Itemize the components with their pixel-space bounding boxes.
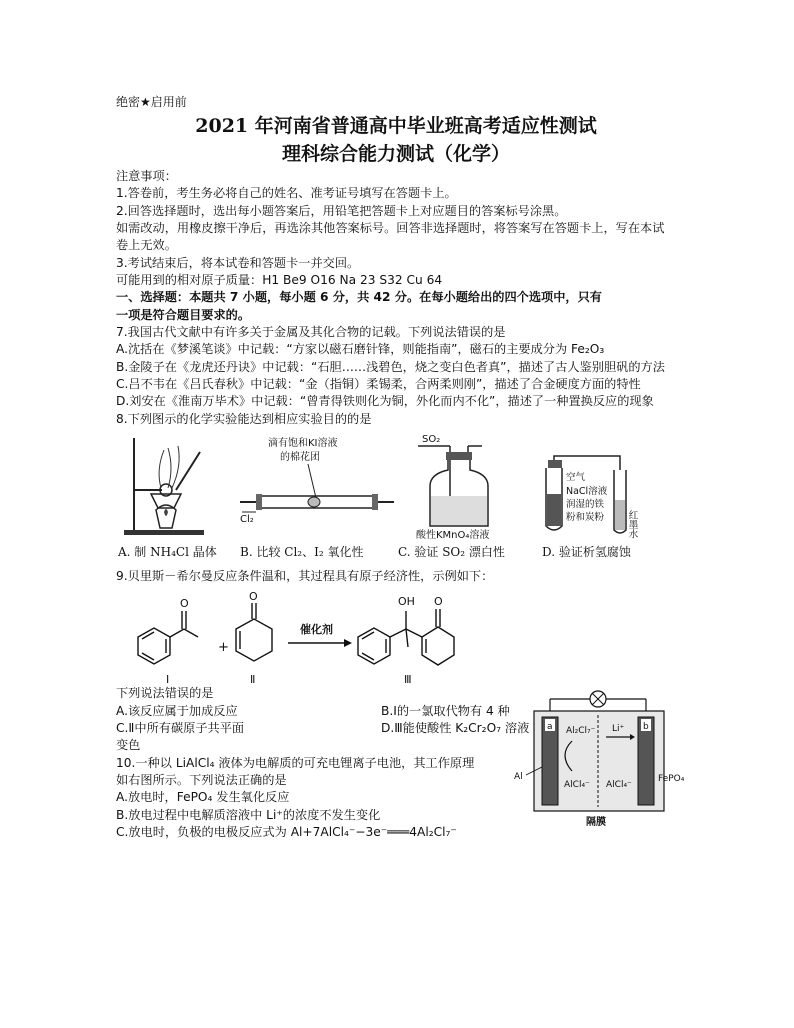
- q10-option-a: A.放电时，FePO₄ 发生氧化反应: [116, 790, 290, 805]
- q9-reaction-scheme: [116, 589, 676, 685]
- compound-i-label: Ⅰ: [166, 673, 170, 686]
- figure-a: [116, 430, 226, 542]
- reaction-diagram: [116, 589, 676, 685]
- question-9: [116, 568, 676, 685]
- question-10: [116, 755, 511, 842]
- exam-page: [116, 94, 684, 841]
- membrane-label: 隔膜: [586, 817, 606, 829]
- q10-option-c: C.放电时，负极的电极反应式为 Al+7AlCl₄⁻−3e⁻═══4Al₂Cl₇⁻: [116, 825, 457, 839]
- compound-i-oxygen: O: [180, 597, 189, 611]
- q7-stem: 7.我国古代文献中有许多关于金属及其化合物的记载。下列说法错误的是: [116, 325, 506, 340]
- notes-heading: 注意事项：: [116, 169, 177, 184]
- q10-option-b: B.放电过程中电解质溶液中 Li⁺的浓度不发生变化: [116, 807, 381, 822]
- ion-alcl4-right: AlCl₄⁻: [606, 780, 632, 791]
- label-nacl: NaCl溶液: [566, 486, 608, 498]
- compound-iii-hydroxyl: OH: [398, 595, 415, 609]
- q8-stem: 8.下列图示的化学实验能达到相应实验目的的是: [116, 411, 372, 426]
- compound-iii-oxygen: O: [434, 595, 443, 609]
- ion-al2cl7: Al₂Cl₇⁻: [566, 726, 596, 737]
- figure-c-caption: C. 验证 SO₂ 漂白性: [398, 545, 505, 560]
- section-heading-2: 一项是符合题目要求的。: [116, 307, 251, 322]
- electrode-a-label: a: [547, 722, 553, 733]
- q9-stem: 9.贝里斯－希尔曼反应条件温和，其过程具有原子经济性，示例如下：: [116, 569, 494, 584]
- q9-option-a: A.该反应属于加成反应: [116, 703, 238, 718]
- plus-sign: +: [218, 640, 229, 656]
- q7-option-c: C.吕不韦在《吕氏春秋》中记载：“金（指铜）柔锡柔，合两柔则刚”，描述了合金硬度方面的特性: [116, 377, 641, 392]
- catalyst-label: 催化剂: [300, 623, 333, 637]
- figure-a-caption: A. 制 NH₄Cl 晶体: [118, 545, 217, 560]
- note-1: 1.答卷前，考生务必将自己的姓名、准考证号填写在答题卡上。: [116, 186, 457, 201]
- label-red-ink: 红墨水: [626, 510, 638, 539]
- label-carbon: 粉和炭粉: [566, 512, 605, 524]
- compound-i-structure: [138, 611, 198, 664]
- reaction-arrow-head: [344, 639, 352, 647]
- figure-a-apparatus: [116, 430, 226, 542]
- question-8: [116, 411, 676, 568]
- q8-figures: [116, 430, 676, 568]
- ion-alcl4-left: AlCl₄⁻: [564, 780, 590, 791]
- figure-d-apparatus: [540, 430, 670, 542]
- compound-iii-structure: [358, 609, 454, 665]
- q9-q10-block: [116, 685, 684, 841]
- figure-c: [408, 430, 508, 542]
- section-heading: 一、选择题：本题共 7 小题，每小题 6 分，共 42 分。在每小题给出的四个选项中，只有: [116, 290, 602, 305]
- question-7: [116, 324, 676, 411]
- note-2b: 如需改动，用橡皮擦干净后，再选涂其他答案标号。回答非选择题时，将答案写在答题卡上，写在本试卷上无效。: [116, 221, 665, 253]
- figure-c-apparatus: [408, 430, 508, 542]
- figure-b: [238, 430, 398, 542]
- q7-option-a: A.沈括在《梦溪笔谈》中记载：“方家以磁石磨针锋，则能指南”，磁石的主要成分为 Fe₂O₃: [116, 342, 605, 357]
- compound-ii-structure: [236, 603, 272, 661]
- notes-block: [116, 168, 676, 289]
- label-kmno4: 酸性KMnO₄溶液: [416, 530, 490, 542]
- label-al: Al: [514, 772, 523, 783]
- figure-d: [540, 430, 670, 542]
- label-iron: 润湿的铁: [566, 499, 605, 511]
- secret-label: 绝密★启用前: [116, 95, 187, 109]
- q9-option-c: C.Ⅱ中所有碳原子共平面: [116, 721, 245, 736]
- label-ki-solution: 滴有饱和KI溶液: [268, 438, 338, 450]
- q10-stem-2: 如右图所示。下列说法正确的是: [116, 773, 287, 788]
- label-cotton: 的棉花团: [280, 452, 320, 464]
- exam-title: 2021 年河南省普通高中毕业班高考适应性测试: [195, 115, 597, 138]
- battery-figure: [514, 687, 684, 842]
- compound-ii-label: Ⅱ: [250, 673, 256, 686]
- q9-option-d-cont: 变色: [116, 738, 141, 753]
- label-so2: SO₂: [422, 434, 441, 446]
- q9-option-b: B.Ⅰ的一氯取代物有 4 种: [381, 703, 510, 718]
- atomic-masses: 可能用到的相对原子质量：H1 Be9 O16 Na 23 S32 Cu 64: [116, 273, 443, 288]
- figure-d-caption: D. 验证析氢腐蚀: [542, 545, 631, 560]
- compound-ii-oxygen: O: [249, 590, 258, 604]
- label-cl2: Cl₂: [240, 514, 254, 526]
- q7-option-b: B.金陵子在《龙虎还丹诀》中记载：“石胆……浅碧色，烧之变白色者真”，描述了古人鉴别胆矾的方法: [116, 359, 665, 374]
- ion-li: Li⁺: [612, 724, 625, 735]
- exam-subtitle: 理科综合能力测试（化学）: [281, 142, 510, 165]
- battery-diagram: [514, 687, 684, 837]
- note-3: 3.考试结束后，将本试卷和答题卡一并交回。: [116, 255, 360, 270]
- label-fepo4: FePO₄: [658, 774, 684, 785]
- q10-stem-1: 10.一种以 LiAlCl₄ 液体为电解质的可充电锂离子电池，其工作原理: [116, 755, 475, 770]
- compound-iii-label: Ⅲ: [404, 673, 412, 686]
- figure-b-apparatus: [238, 430, 398, 542]
- electrode-b-label: b: [643, 722, 649, 733]
- q9-ask: 下列说法错误的是: [116, 686, 214, 701]
- note-2: 2.回答选择题时，选出每小题答案后，用铅笔把答题卡上对应题目的答案标号涂黑。: [116, 203, 567, 218]
- q7-option-d: D.刘安在《淮南万毕术》中记载：“曾青得铁则化为铜，外化而内不化”，描述了一种置换反应的现象: [116, 394, 654, 409]
- label-air: 空气: [566, 472, 586, 484]
- q9-option-d: D.Ⅲ能使酸性 K₂Cr₂O₇ 溶液: [381, 721, 530, 736]
- figure-b-caption: B. 比较 Cl₂、I₂ 氧化性: [240, 545, 364, 560]
